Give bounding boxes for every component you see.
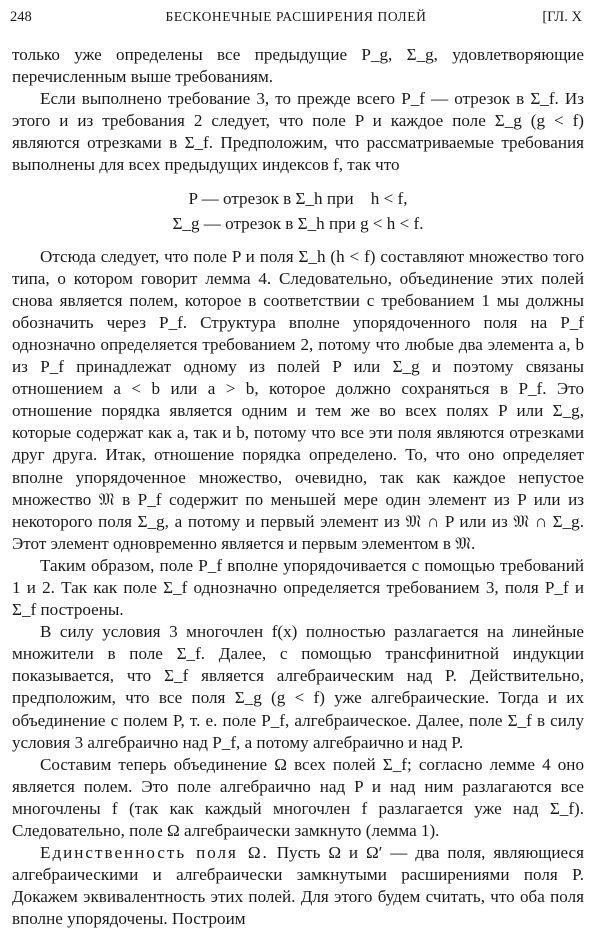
page-header [10, 9, 582, 31]
display-formula-2: Σ_g — отрезок в Σ_h при g < h < f. [172, 213, 424, 233]
paragraph-4: Таким образом, поле P_f вполне упорядочивается с помощью требований 1 и 2. Так как поле Σ_f однозначно определяется требованием 3, поля P_f и Σ_f построены. [12, 555, 584, 620]
paragraph-3: Отсюда следует, что поле P и поля Σ_h (h < f) составляют множество того типа, о котором говорит лемма 4. Следовательно, объединение этих полей снова является полем, которое в соответствии с требованием 1 мы должны обозначить через P_f. Структура вполне упорядоченного поля на P_f однозначно определяется требованием 2, потому что любые два элемента a, b из P_f принадлежат одному из полей P или Σ_g и поэтому связаны отношением a < b или a > b, которое должно сохраняться в P_f. Это отношение порядка является одним и тем же во всех полях P или Σ_g, которые содержат как a, так и b, потому что все эти поля являются отрезками друг друга. Итак, отношение порядка определено. То, что оно определяет вполне упорядоченное множество, очевидно, так как каждое непустое множество 𝔐 в P_f содержит по меньшей мере один элемент из P или из некоторого поля Σ_g, а потому и первый элемент из 𝔐 ∩ P или из 𝔐 ∩ Σ_g. Этот элемент одновременно является и первым элементом в 𝔐. [12, 246, 584, 553]
paragraph-7-text: Пусть Ω и Ω′ — два поля, являющиеся алгебраическими и алгебраически замкнутыми расширениями поля P. Докажем эквивалентность этих полей. Для этого будем считать, что оба поля вполне упорядочены. Построим [12, 843, 584, 929]
running-title: БЕСКОНЕЧНЫЕ РАСШИРЕНИЯ ПОЛЕЙ [165, 9, 427, 24]
paragraph-6: Составим теперь объединение Ω всех полей Σ_f; согласно лемме 4 оно является полем. Это поле алгебраично над P и над ним разлагаются все многочлены f (так как каждый многочлен f разлагается уже над Σ_f). Следовательно, поле Ω алгебраически замкнуто (лемма 1). [12, 754, 584, 840]
paragraph-7 [12, 842, 584, 930]
paragraph-2: Если выполнено требование 3, то прежде всего P_f — отрезок в Σ_f. Из этого и из требования 2 следует, что поле P и каждое поле Σ_g (g < f) являются отрезками в Σ_f. Предположим, что рассматриваемые требования выполнены для всех предыдущих индексов f, так что [12, 89, 584, 175]
paragraph-5: В силу условия 3 многочлен f(x) полностью разлагается на линейные множители в поле Σ_f. Далее, с помощью трансфинитной индукции показывается, что Σ_f является алгебраическим над P. Действительно, предположим, что все поля Σ_g (g < f) уже алгебраические. Тогда и их объединение с полем P, т. е. поле P_f, алгебраическое. Далее, поле Σ_f в силу условия 3 алгебраично над P_f, а потому алгебраично и над P. [12, 622, 584, 752]
chapter-label: [ГЛ. X [542, 9, 582, 25]
paragraph-7-heading: Единственность поля Ω. [40, 843, 269, 863]
display-formulas [12, 186, 584, 236]
body-text [12, 44, 584, 930]
page-number: 248 [10, 9, 32, 25]
display-formula-1: P — отрезок в Σ_h при h < f, [188, 188, 408, 208]
paragraph-1: только уже определены все предыдущие P_g, Σ_g, удовлетворяющие перечисленным выше требованиям. [12, 45, 584, 87]
